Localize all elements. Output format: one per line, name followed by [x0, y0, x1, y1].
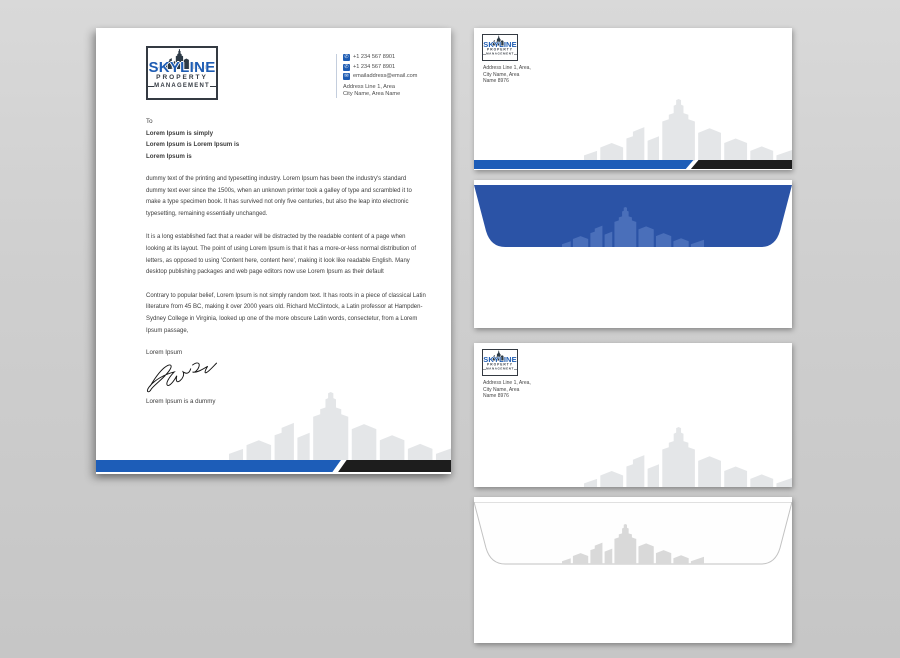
- logo-tagline-property: PROPERTY: [487, 48, 513, 52]
- skyline-watermark: [584, 427, 792, 487]
- contact-block: [336, 54, 417, 98]
- contact-email-row: [343, 73, 417, 80]
- logo-name: SKYLINE: [148, 59, 216, 76]
- envelope-back-white-flap: [474, 497, 792, 643]
- signature-script: [144, 357, 226, 397]
- envelope-back-blue-flap: [474, 180, 792, 328]
- envelope-flap: [474, 502, 792, 574]
- address-line-1: Address Line 1, Area: [343, 84, 395, 90]
- contact-fax-row: [343, 64, 417, 71]
- logo-name: SKYLINE: [483, 40, 517, 49]
- footer-bar: [474, 160, 792, 169]
- logo-frame: [482, 34, 518, 61]
- paragraph-2: It is a long established fact that a reader will be distracted by the readable content of a page when looking at its layout. The point of using Lorem Ipsum is that it has a more-or-less normal distribution of letters, as opposed to using 'Content here, content here', making it look like readable English. Many desktop publishing packages and web page editors now use Lorem Ipsum as their default: [146, 234, 417, 276]
- logo-tagline-management-text: MANAGEMENT: [154, 83, 210, 89]
- return-address: [483, 380, 531, 400]
- address-line-3: Name 8976: [483, 78, 509, 85]
- footer-bar: [96, 460, 451, 472]
- email-icon: ✉: [344, 73, 349, 79]
- logo-tagline-property: PROPERTY: [156, 74, 208, 81]
- fax-number: +1 234 567 8901: [353, 63, 396, 70]
- logo-frame: [146, 46, 218, 100]
- logo-name: SKYLINE: [483, 355, 517, 364]
- logo-frame: [482, 349, 518, 376]
- phone-icon: ✆: [344, 54, 349, 60]
- recipient-line-2: Lorem Ipsum is Lorem Ipsum is: [146, 141, 240, 148]
- paragraph-3: Contrary to popular belief, Lorem Ipsum is not simply random text. It has roots in a piece of classical Latin literature from 45 BC, making it over 2000 years old. Richard McClintock, a Latin professor at Hampden-Sydney College in Virginia, looked up one of the more obscure Latin words, consectetur, from a Lorem Ipsum passage,: [146, 292, 426, 334]
- logo-tagline-property: PROPERTY: [487, 363, 513, 367]
- recipient-line-1: Lorem Ipsum is simply: [146, 129, 214, 137]
- rule-right: [514, 54, 517, 55]
- envelope-front-with-bar: [474, 28, 792, 170]
- address-line-3: Name 8976: [483, 393, 509, 400]
- envelope-flap: [474, 185, 792, 257]
- letter-body: [146, 116, 426, 405]
- phone-number: +1 234 567 8901: [353, 54, 396, 60]
- return-address: [483, 65, 531, 85]
- skyline-watermark: [229, 392, 451, 460]
- email-address: emailaddress@email.com: [353, 73, 418, 79]
- to-label: To: [146, 118, 153, 125]
- letterhead-page: [96, 28, 451, 474]
- signer-name: Lorem Ipsum: [146, 349, 183, 357]
- address-line-2: City Name, Area: [483, 71, 520, 78]
- paragraph-1: dummy text of the printing and typesetting industry. Lorem Ipsum has been the industry's standard dummy text ever since the 1500s, when an unknown printer took a galley of type and scrambled it to make a type specimen book. It has survived not only five centuries, but also the leap into electronic typesetting, remaining essentially unchanged.: [146, 176, 412, 217]
- recipient-line-3: Lorem Ipsum is: [146, 152, 192, 160]
- logo-tagline-management: [483, 52, 517, 56]
- signer-title: Lorem Ipsum is a dummy: [146, 398, 216, 406]
- logo-tagline-management-text: MANAGEMENT: [486, 367, 514, 371]
- address-line-2: City Name, Area Name: [343, 91, 401, 97]
- rule-right: [210, 86, 216, 87]
- logo-tagline-management: [148, 82, 216, 90]
- company-logo-small: [482, 349, 520, 378]
- logo-tagline-management-text: MANAGEMENT: [486, 52, 514, 56]
- company-logo: [146, 46, 218, 100]
- rule-right: [514, 369, 517, 370]
- contact-phone-row: [343, 54, 417, 61]
- skyline-watermark: [584, 99, 792, 161]
- address-line-1: Address Line 1, Area,: [483, 65, 531, 71]
- company-logo-small: [482, 34, 520, 63]
- address-line-2: City Name, Area: [483, 386, 520, 393]
- logo-tagline-management: [483, 367, 517, 371]
- address-line-1: Address Line 1, Area,: [483, 380, 531, 386]
- envelope-front-plain: [474, 343, 792, 487]
- contact-address: [343, 84, 417, 98]
- fax-icon: ✆: [344, 63, 349, 70]
